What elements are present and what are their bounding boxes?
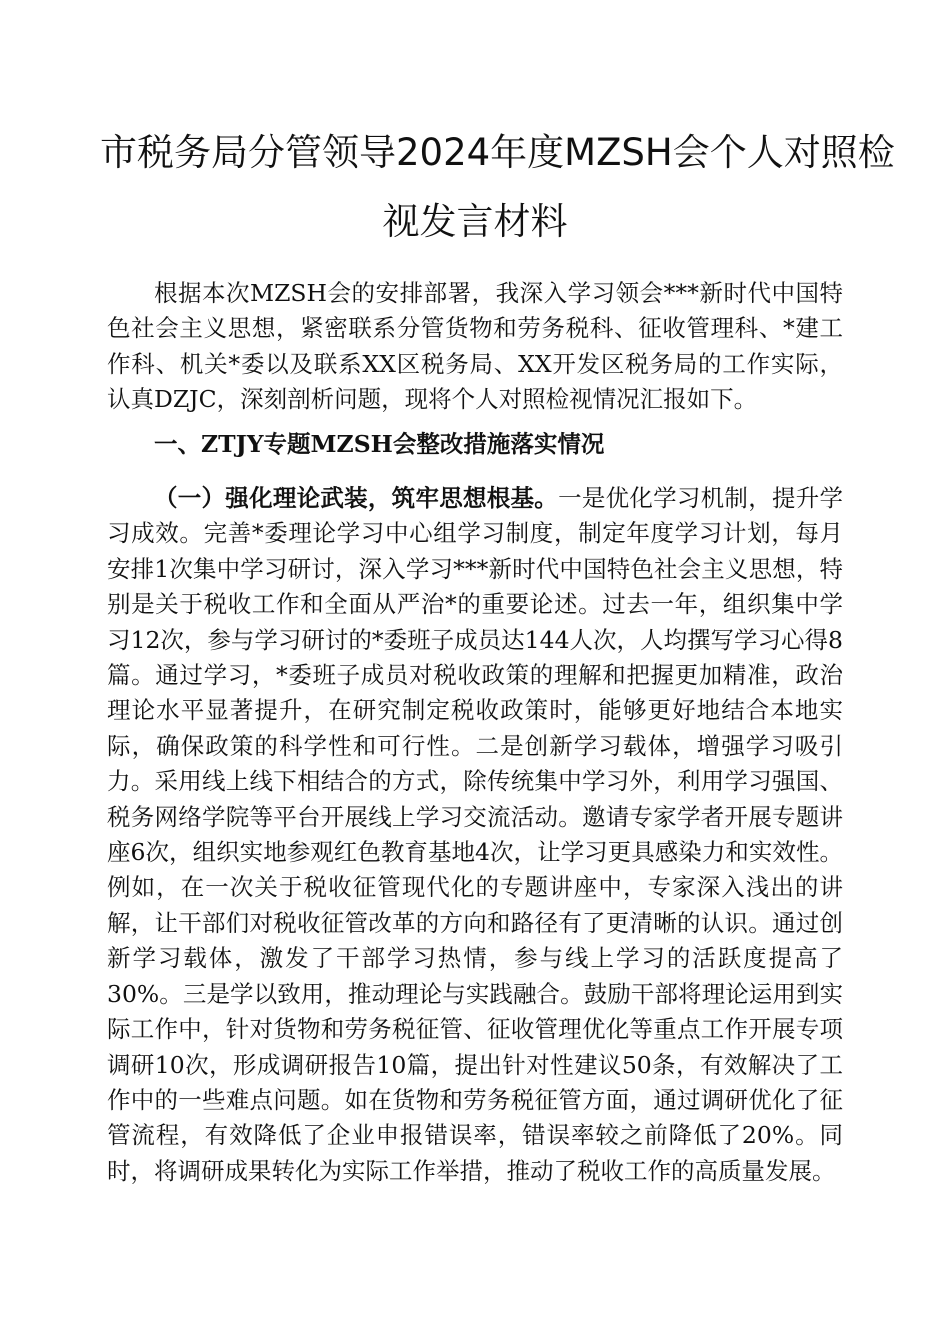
subsection-body: 一是优化学习机制，提升学习成效。完善*委理论学习中心组学习制度，制定年度学习计划，每月安排1次集中学习研讨，深入学习***新时代中国特色社会主义思想，特别是关于税收工作和全面从严治*的重要论述。过去一年，组织集中学习12次，参与学习研讨的*委班子成员达144人次，人均撰写学习心得8篇。通过学习，*委班子成员对税收政策的理解和把握更加精准，政治理论水平显著提升，在研究制定税收政策时，能够更好地结合本地实际，确保政策的科学性和可行性。二是创新学习载体，增强学习吸引力。采用线上线下相结合的方式，除传统集中学习外，利用学习强国、税务网络学院等平台开展线上学习交流活动。邀请专家学者开展专题讲座6次，组织实地参观红色教育基地4次，让学习更具感染力和实效性。例如，在一次关于税收征管现代化的专题讲座中，专家深入浅出的讲解，让干部们对税收征管改革的方向和路径有了更清晰的认识。通过创新学习载体，激发了干部学习热情，参与线上学习的活跃度提高了30%。三是学以致用，推动理论与实践融合。鼓励干部将理论运用到实际工作中，针对货物和劳务税征管、征收管理优化等重点工作开展专项调研10次，形成调研报告10篇，提出针对性建议50条，有效解决了工作中的一些难点问题。如在货物和劳务税征管方面，通过调研优化了征管流程，有效降低了企业申报错误率，错误率较之前降低了20%。同时，将调研成果转化为实际工作举措，推动了税收工作的高质量发展。 [107,484,844,1185]
document-title-line-1: 市税务局分管领导2024年度MZSH会个人对照检 [100,131,895,174]
document-title-line-2: 视发言材料 [382,200,568,243]
subsection-lead: （一）强化理论武装，筑牢思想根基。 [154,484,559,512]
section-heading-1: 一、ZTJY专题MZSH会整改措施落实情况 [154,430,605,458]
intro-paragraph: 根据本次MZSH会的安排部署，我深入学习领会***新时代中国特色社会主义思想，紧密联系分管货物和劳务税科、征收管理科、*建工作科、机关*委以及联系XX区税务局、XX开发区税务局的工作实际，认真DZJC，深刻剖析问题，现将个人对照检视情况汇报如下。 [107,279,843,414]
subsection-paragraph-1 [107,481,843,1189]
